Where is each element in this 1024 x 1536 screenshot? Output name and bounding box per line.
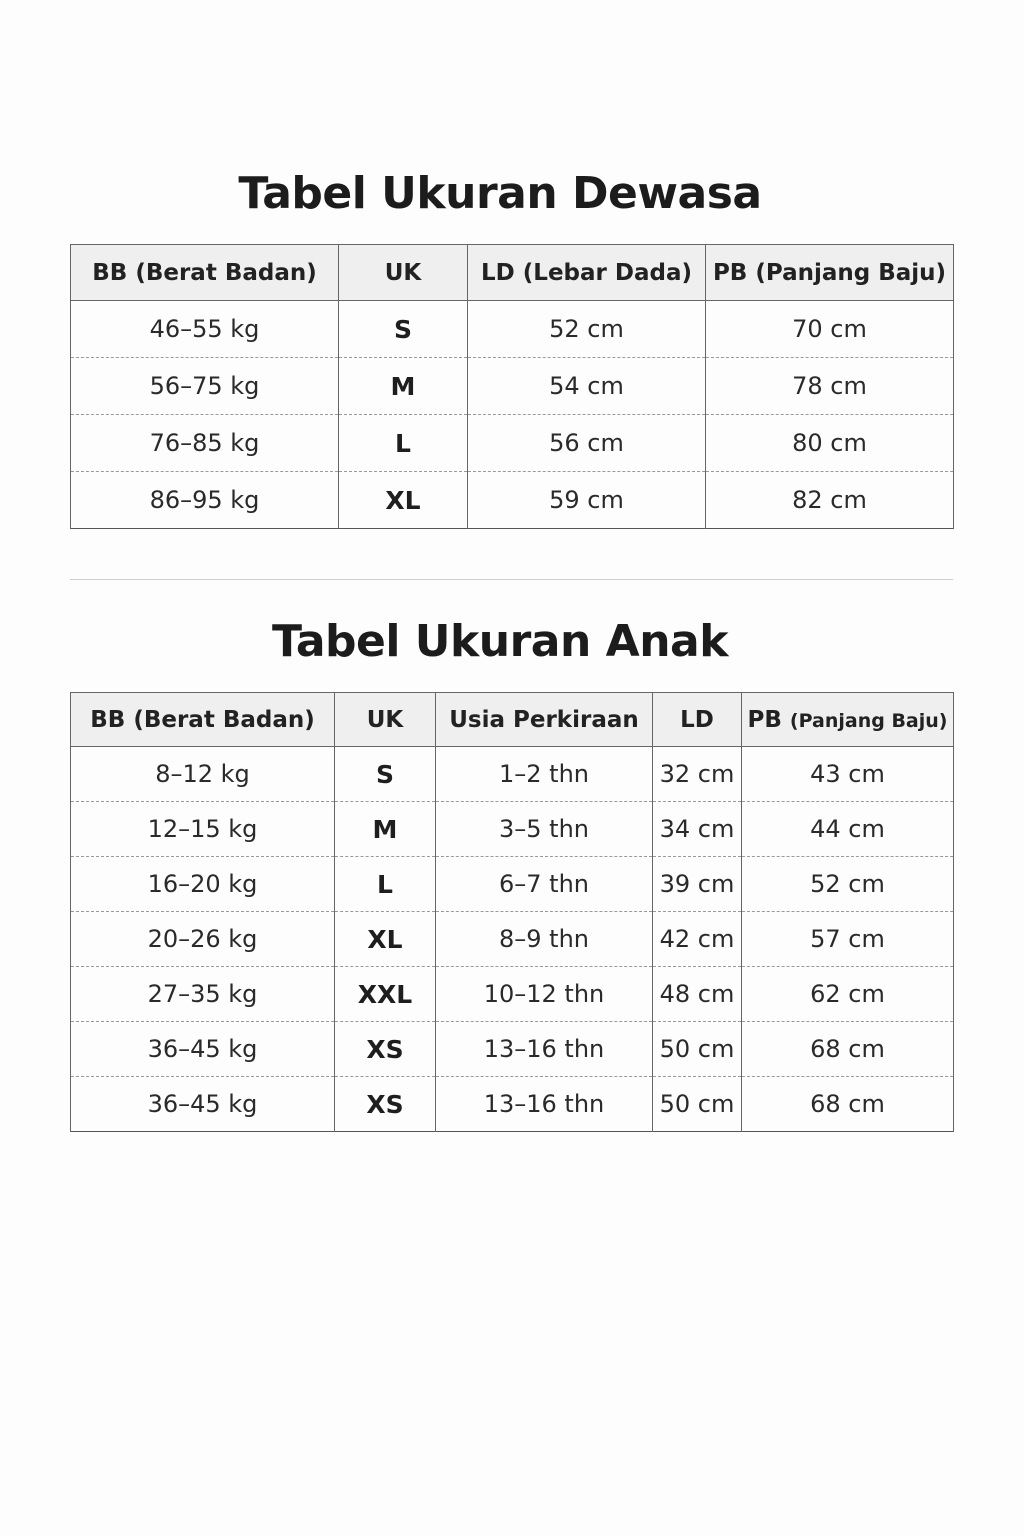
table-row bbox=[71, 472, 954, 529]
adult-size-table-title: Tabel Ukuran Dewasa bbox=[238, 168, 762, 219]
cell-size: XL bbox=[335, 912, 436, 967]
cell-shirt-length: 57 cm bbox=[742, 912, 954, 967]
cell-chest-width: 34 cm bbox=[653, 802, 742, 857]
cell-size: M bbox=[339, 358, 468, 415]
cell-size: S bbox=[335, 747, 436, 802]
cell-chest-width: 59 cm bbox=[468, 472, 706, 529]
table-row bbox=[71, 415, 954, 472]
table-row bbox=[71, 1022, 954, 1077]
adult-size-table bbox=[70, 244, 954, 529]
cell-chest-width: 48 cm bbox=[653, 967, 742, 1022]
cell-estimated-age: 10–12 thn bbox=[436, 967, 653, 1022]
cell-estimated-age: 6–7 thn bbox=[436, 857, 653, 912]
cell-size: XXL bbox=[335, 967, 436, 1022]
cell-chest-width: 32 cm bbox=[653, 747, 742, 802]
cell-estimated-age: 3–5 thn bbox=[436, 802, 653, 857]
cell-estimated-age: 13–16 thn bbox=[436, 1022, 653, 1077]
header-size: UK bbox=[335, 693, 436, 747]
header-chest-width: LD (Lebar Dada) bbox=[468, 245, 706, 301]
cell-size: L bbox=[339, 415, 468, 472]
cell-weight: 56–75 kg bbox=[71, 358, 339, 415]
table-row bbox=[71, 747, 954, 802]
header-weight: BB (Berat Badan) bbox=[71, 245, 339, 301]
cell-weight: 46–55 kg bbox=[71, 301, 339, 358]
cell-chest-width: 50 cm bbox=[653, 1022, 742, 1077]
cell-size: M bbox=[335, 802, 436, 857]
table-row bbox=[71, 857, 954, 912]
cell-weight: 86–95 kg bbox=[71, 472, 339, 529]
header-size: UK bbox=[339, 245, 468, 301]
cell-shirt-length: 68 cm bbox=[742, 1022, 954, 1077]
cell-chest-width: 56 cm bbox=[468, 415, 706, 472]
cell-weight: 16–20 kg bbox=[71, 857, 335, 912]
cell-size: XL bbox=[339, 472, 468, 529]
cell-weight: 76–85 kg bbox=[71, 415, 339, 472]
cell-shirt-length: 44 cm bbox=[742, 802, 954, 857]
table-header-row bbox=[71, 245, 954, 301]
cell-weight: 36–45 kg bbox=[71, 1022, 335, 1077]
cell-shirt-length: 70 cm bbox=[706, 301, 954, 358]
cell-shirt-length: 80 cm bbox=[706, 415, 954, 472]
cell-weight: 20–26 kg bbox=[71, 912, 335, 967]
header-estimated-age: Usia Perkiraan bbox=[436, 693, 653, 747]
header-shirt-length: PB (Panjang Baju) bbox=[706, 245, 954, 301]
header-weight: BB (Berat Badan) bbox=[71, 693, 335, 747]
cell-size: S bbox=[339, 301, 468, 358]
table-row bbox=[71, 358, 954, 415]
cell-size: XS bbox=[335, 1077, 436, 1132]
cell-size: XS bbox=[335, 1022, 436, 1077]
cell-chest-width: 50 cm bbox=[653, 1077, 742, 1132]
cell-shirt-length: 43 cm bbox=[742, 747, 954, 802]
cell-weight: 27–35 kg bbox=[71, 967, 335, 1022]
cell-weight: 8–12 kg bbox=[71, 747, 335, 802]
table-row bbox=[71, 967, 954, 1022]
table-row bbox=[71, 1077, 954, 1132]
cell-chest-width: 54 cm bbox=[468, 358, 706, 415]
cell-chest-width: 39 cm bbox=[653, 857, 742, 912]
cell-shirt-length: 62 cm bbox=[742, 967, 954, 1022]
cell-shirt-length: 52 cm bbox=[742, 857, 954, 912]
cell-size: L bbox=[335, 857, 436, 912]
cell-chest-width: 52 cm bbox=[468, 301, 706, 358]
section-divider bbox=[70, 579, 953, 580]
cell-weight: 36–45 kg bbox=[71, 1077, 335, 1132]
cell-estimated-age: 8–9 thn bbox=[436, 912, 653, 967]
cell-chest-width: 42 cm bbox=[653, 912, 742, 967]
header-chest-width: LD bbox=[653, 693, 742, 747]
header-shirt-length-abbr: PB bbox=[747, 706, 782, 733]
cell-estimated-age: 1–2 thn bbox=[436, 747, 653, 802]
cell-shirt-length: 82 cm bbox=[706, 472, 954, 529]
header-shirt-length bbox=[742, 693, 954, 747]
header-shirt-length-full: (Panjang Baju) bbox=[789, 709, 948, 732]
table-row bbox=[71, 912, 954, 967]
cell-weight: 12–15 kg bbox=[71, 802, 335, 857]
table-header-row bbox=[71, 693, 954, 747]
child-size-table-title: Tabel Ukuran Anak bbox=[272, 616, 728, 667]
cell-shirt-length: 78 cm bbox=[706, 358, 954, 415]
table-row bbox=[71, 301, 954, 358]
child-size-table bbox=[70, 692, 954, 1132]
table-row bbox=[71, 802, 954, 857]
cell-estimated-age: 13–16 thn bbox=[436, 1077, 653, 1132]
cell-shirt-length: 68 cm bbox=[742, 1077, 954, 1132]
